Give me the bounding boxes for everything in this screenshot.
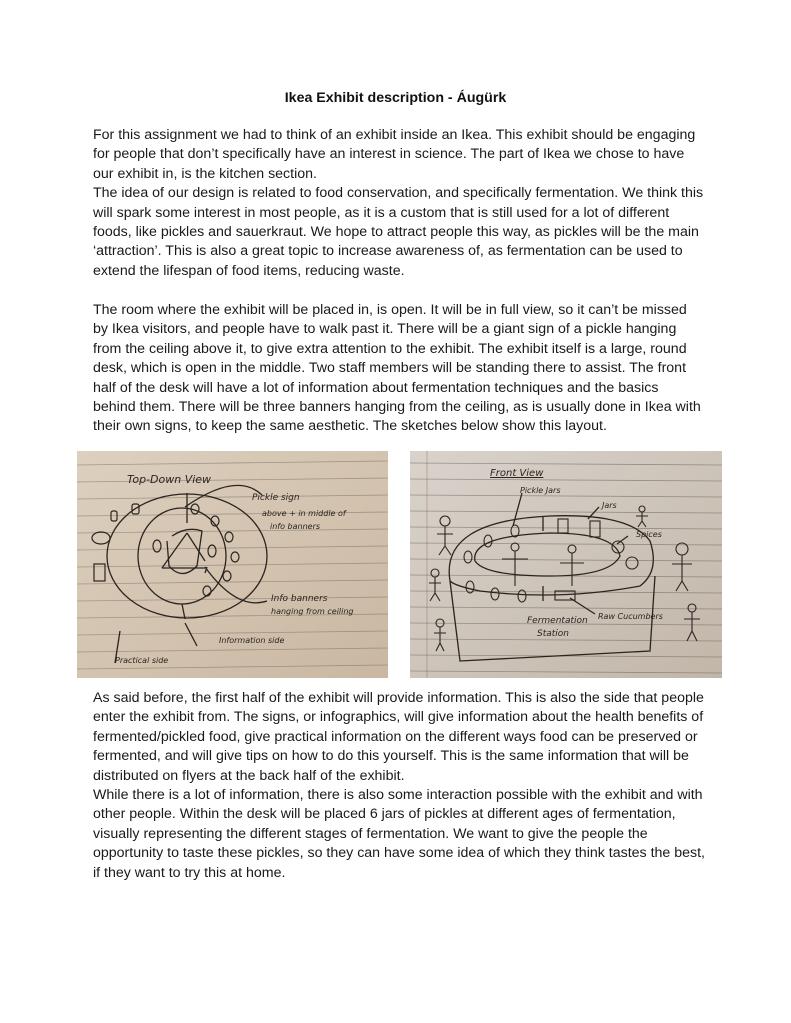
label-fermentation-station-1: Fermentation — [527, 616, 588, 626]
intro-paragraph-2: The idea of our design is related to food conservation, and specifically fermentation. We think this will spark some interest in most people, as it is a custom that is still used for a lot of different foods, like pickles and sauerkraut. We hope to attract people this way, as pickles will be the main ‘attraction’. This is also a great topic to increase awareness of, as fermentation can be used to extend the lifespan of food items, reducing waste. — [93, 185, 704, 279]
label-info-banners-2: hanging from ceiling — [271, 607, 354, 616]
interaction-paragraph-1: As said before, the first half of the exhibit will provide information. This is also the side that people enter the exhibit from. The signs, or infographics, will give information about the health benefits of fermented/pickled food, give practical information on the different ways food can be preserved or fermented, and will give tips on how to do this yourself. This is the same information that will be distributed on flyers at the back half of the exhibit. — [93, 690, 704, 784]
top-down-heading: Top-Down View — [127, 473, 212, 486]
label-pickle-sign: Pickle sign — [252, 493, 300, 503]
label-practical-side: Practical side — [115, 656, 169, 665]
label-raw-cucumbers: Raw Cucumbers — [598, 612, 663, 621]
front-view-sketch-photo — [410, 451, 722, 678]
top-down-sketch-photo — [77, 451, 388, 678]
layout-section — [93, 301, 705, 437]
front-view-heading: Front View — [490, 468, 544, 479]
label-information-side: Information side — [219, 636, 285, 645]
label-spices: Spices — [636, 530, 662, 539]
label-pickle-jars: Pickle Jars — [520, 486, 561, 495]
label-pickle-sign-note-1: above + in middle of — [262, 509, 346, 518]
label-info-banners-1: Info banners — [271, 594, 328, 604]
label-pickle-sign-note-2: info banners — [270, 522, 321, 531]
layout-paragraph: The room where the exhibit will be placed in, is open. It will be in full view, so it can’t be missed by Ikea visitors, and people have to walk past it. There will be a giant sign of a pickle hanging from the ceiling above it, to give extra attention to the exhibit. The exhibit itself is a large, round desk, which is open in the middle. Two staff members will be standing there to assist. The front half of the desk will have a lot of information about fermentation techniques and the basics behind them. There will be three banners hanging from the ceiling, as is usually done in Ikea with their own signs, to keep the same aesthetic. The sketches below show this layout. — [93, 302, 701, 435]
interaction-paragraph-2: While there is a lot of information, there is also some interaction possible with the exhibit and with other people. Within the desk will be placed 6 jars of pickles at different ages of fermentation, visually representing the different stages of fermentation. We want to give the people the opportunity to taste these pickles, so they can have some idea of which they think tastes the best, if they want to try this at home. — [93, 787, 705, 881]
interaction-section — [93, 689, 705, 883]
intro-section — [93, 126, 705, 281]
document-title: Ikea Exhibit description - Áugürk — [284, 90, 507, 106]
label-fermentation-station-2: Station — [537, 629, 569, 639]
intro-paragraph-1: For this assignment we had to think of an exhibit inside an Ikea. This exhibit should be engaging for people that don’t specifically have an interest in science. The part of Ikea we chose to have our exhibit in, is the kitchen section. — [93, 127, 696, 182]
label-jars: Jars — [602, 501, 617, 510]
